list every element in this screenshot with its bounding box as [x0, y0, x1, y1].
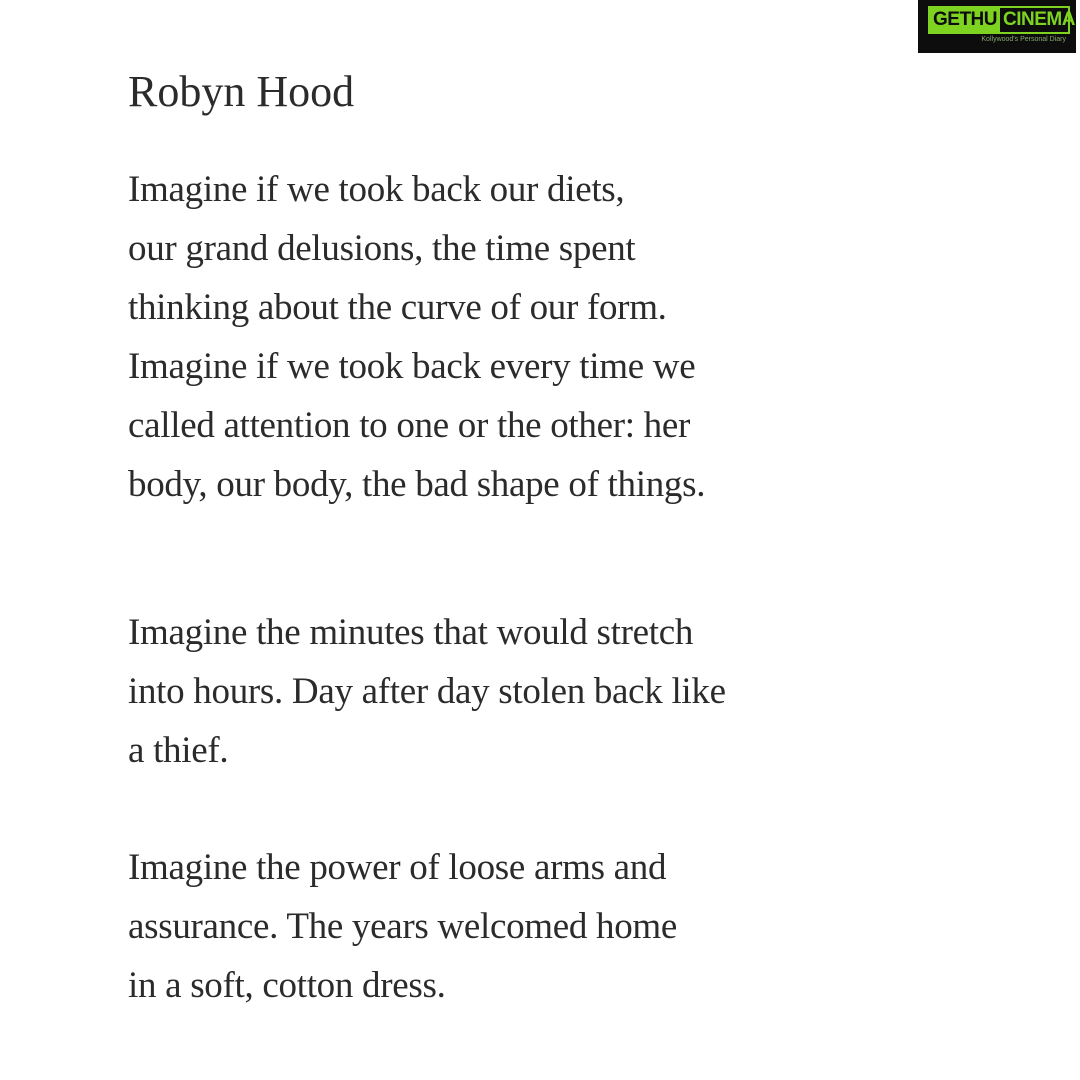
poem-line: Imagine if we took back every time we [128, 346, 696, 387]
poem-line: assurance. The years welcomed home [128, 906, 678, 947]
poem-line: a thief. [128, 730, 229, 771]
poem-line: Imagine if we took back our diets, [128, 169, 625, 210]
logo-text-gethu: GETHU [930, 8, 1000, 32]
poem-line: into hours. Day after day stolen back like [128, 671, 726, 712]
poem-line: body, our body, the bad shape of things. [128, 464, 706, 505]
watermark-logo [918, 0, 1076, 53]
poem-line: Imagine the minutes that would stretch [128, 612, 694, 653]
logo-wordmark [928, 6, 1075, 34]
poem-line: Imagine the power of loose arms and [128, 847, 667, 888]
logo-tagline: Kollywood's Personal Diary [981, 36, 1066, 43]
stanza-2 [128, 603, 726, 780]
poem-line: our grand delusions, the time spent [128, 228, 636, 269]
poem-line: thinking about the curve of our form. [128, 287, 667, 328]
poem-line: called attention to one or the other: her [128, 405, 691, 446]
poem-title: Robyn Hood [128, 67, 355, 116]
stanza-3 [128, 838, 677, 1015]
stanza-1 [128, 160, 705, 514]
logo-text-cinema: CINEMA [1003, 9, 1075, 30]
poem-line: in a soft, cotton dress. [128, 965, 446, 1006]
